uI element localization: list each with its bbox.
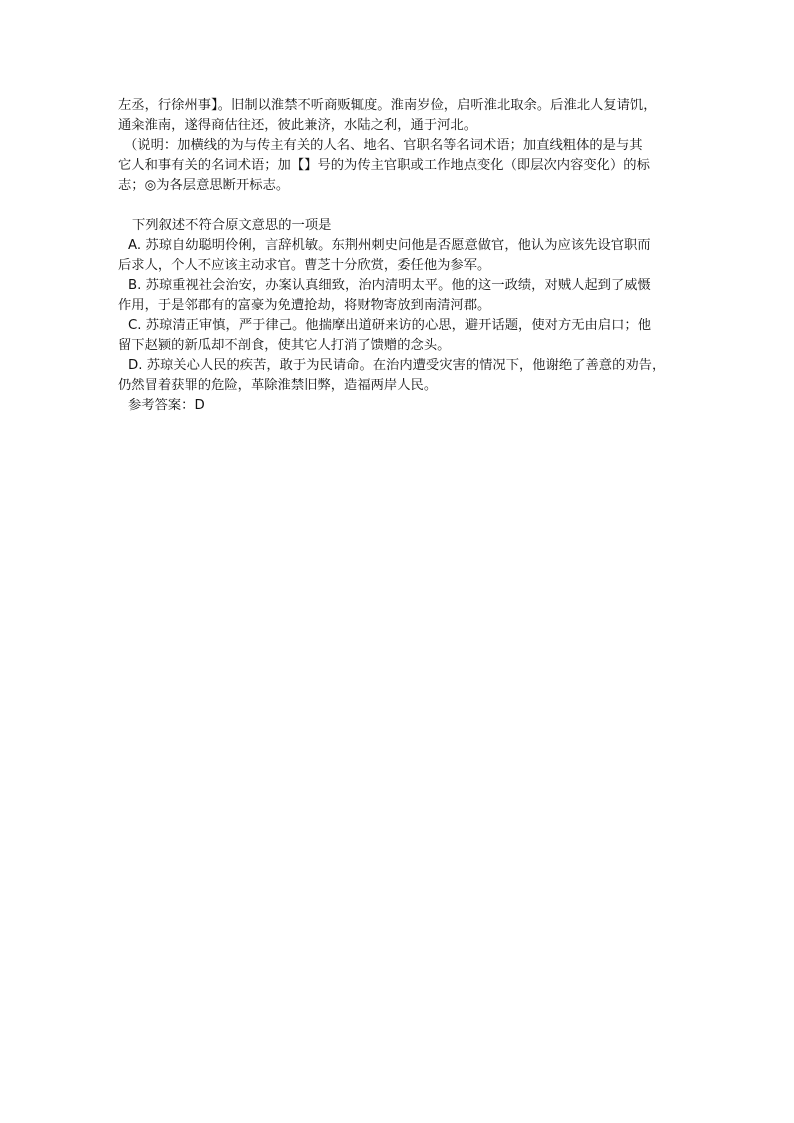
paragraph-gap <box>118 196 680 216</box>
option-a-line1: A. 苏琼自幼聪明伶俐，言辞机敏。东荆州刺史问他是否愿意做官，他认为应该先设官职而 <box>128 238 651 253</box>
option-c-line2: 留下赵颍的新瓜却不剖食，使其它人打消了馈赠的念头。 <box>118 338 451 353</box>
note-line: （说明：加横线的为与传主有关的人名、地名、官职名等名词术语；加直线粗体的是与其 <box>124 138 643 153</box>
answer-line: 参考答案：D <box>128 398 205 413</box>
document-page <box>118 96 680 416</box>
passage-line: 左丞，行徐州事】。旧制以淮禁不听商贩辄度。淮南岁俭，启听淮北取余。后淮北人复请饥， <box>118 98 657 113</box>
option-b-line2: 作用，于是邻郡有的富豪为免遭抢劫，将财物寄放到南清河郡。 <box>118 298 491 313</box>
option-d-line1: D. 苏琼关心人民的疾苦，敢于为民请命。在治内遭受灾害的情况下，他谢绝了善意的劝告， <box>128 358 666 373</box>
question-stem: 下列叙述不符合原文意思的一项是 <box>132 218 332 233</box>
note-line: 志；◎为各层意思断开标志。 <box>118 178 290 193</box>
option-a-line2: 后求人，个人不应该主动求官。曹芝十分欣赏，委任他为参军。 <box>118 258 491 273</box>
option-b-line1: B. 苏琼重视社会治安，办案认真细致，治内清明太平。他的这一政绩，对贼人起到了威慑 <box>128 278 651 293</box>
passage-line: 通籴淮南，遂得商估往还，彼此兼济，水陆之利，通于河北。 <box>118 118 478 133</box>
option-d-line2: 仍然冒着获罪的危险，革除淮禁旧弊，造福两岸人民。 <box>118 378 438 393</box>
note-line: 它人和事有关的名词术语；加【】号的为传主官职或工作地点变化（即层次内容变化）的标 <box>118 158 650 173</box>
option-c-line1: C. 苏琼清正审慎，严于律己。他揣摩出道研来访的心思，避开话题，使对方无由启口；他 <box>128 318 652 333</box>
